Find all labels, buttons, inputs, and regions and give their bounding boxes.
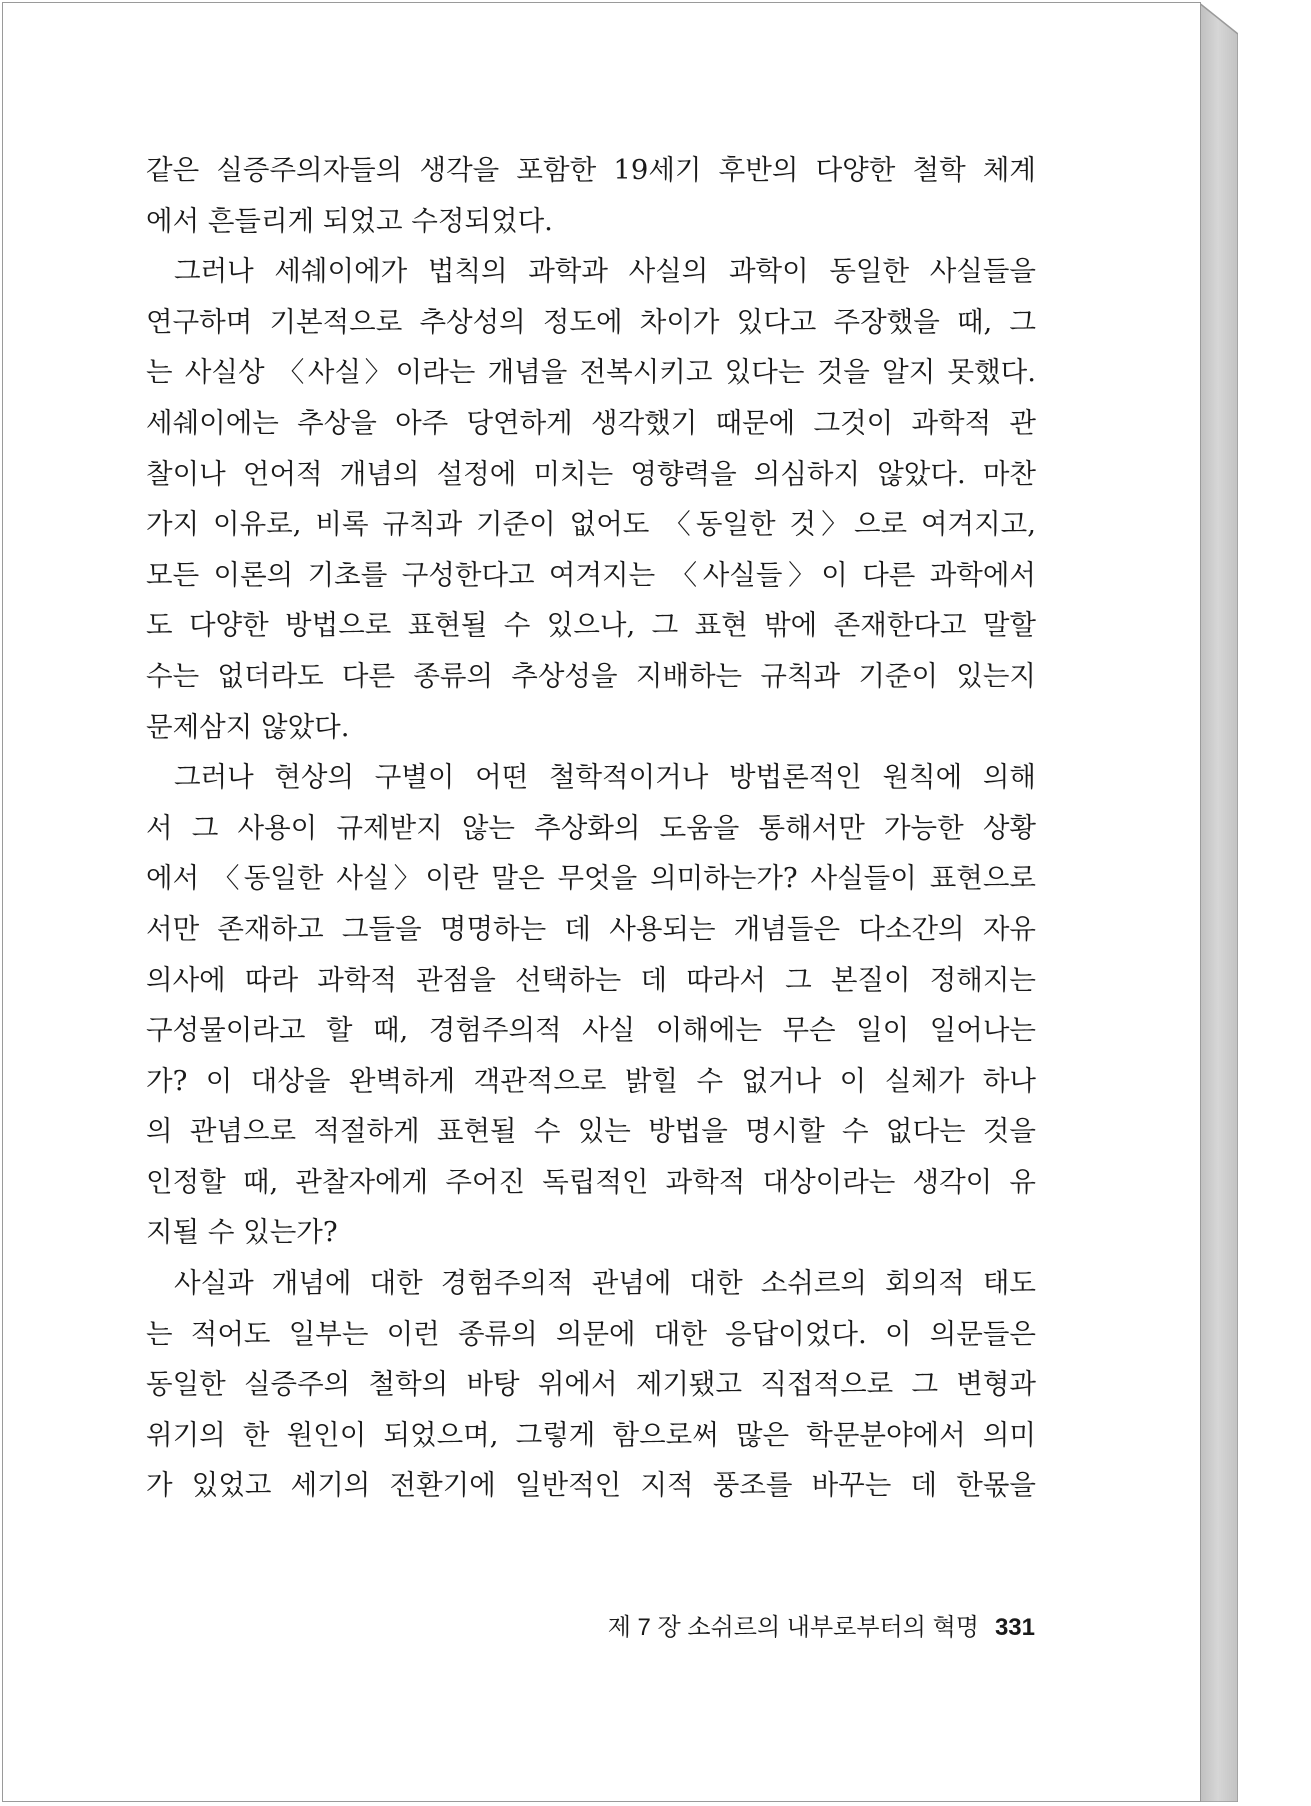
text-line: 에서 흔들리게 되었고 수정되었다. xyxy=(146,204,553,237)
body-text xyxy=(146,145,1036,1511)
text-line: 문제삼지 않았다. xyxy=(146,710,350,743)
text-line: 그러나 세쉐이에가 법칙의 과학과 사실의 과학이 동일한 사실들을 xyxy=(174,255,1036,288)
text-line: 의사에 따라 과학적 관점을 선택하는 데 따라서 그 본질이 정해지는 xyxy=(146,963,1036,996)
text-line: 동일한 실증주의 철학의 바탕 위에서 제기됐고 직접적으로 그 변형과 xyxy=(146,1368,1036,1401)
text-line: 가지 이유로, 비록 규칙과 기준이 없어도 〈동일한 것〉으로 여겨지고, xyxy=(146,508,1036,541)
text-line: 모든 이론의 기초를 구성한다고 여겨지는 〈사실들〉이 다른 과학에서 xyxy=(146,558,1036,591)
text-line: 지될 수 있는가? xyxy=(146,1216,338,1249)
text-line: 찰이나 언어적 개념의 설정에 미치는 영향력을 의심하지 않았다. 마찬 xyxy=(146,457,1036,490)
text-line: 는 적어도 일부는 이런 종류의 의문에 대한 응답이었다. 이 의문들은 xyxy=(146,1317,1036,1350)
text-line: 위기의 한 원인이 되었으며, 그렇게 함으로써 많은 학문분야에서 의미 xyxy=(146,1418,1036,1451)
book-page xyxy=(2,2,1201,1802)
text-line: 수는 없더라도 다른 종류의 추상성을 지배하는 규칙과 기준이 있는지 xyxy=(146,659,1036,692)
paragraph xyxy=(146,246,1036,752)
page-edge-shadow xyxy=(1198,2,1238,1802)
text-line: 사실과 개념에 대한 경험주의적 관념에 대한 소쉬르의 회의적 태도 xyxy=(174,1267,1036,1300)
text-line: 가? 이 대상을 완벽하게 객관적으로 밝힐 수 없거나 이 실체가 하나 xyxy=(146,1064,1036,1097)
text-line: 에서 〈동일한 사실〉이란 말은 무엇을 의미하는가? 사실들이 표현으로 xyxy=(146,862,1036,895)
text-line: 세쉐이에는 추상을 아주 당연하게 생각했기 때문에 그것이 과학적 관 xyxy=(146,406,1036,439)
paragraph xyxy=(146,752,1036,1258)
chapter-title: 제 7 장 소쉬르의 내부로부터의 혁명 xyxy=(607,1614,979,1641)
text-line: 는 사실상 〈사실〉이라는 개념을 전복시키고 있다는 것을 알지 못했다. xyxy=(146,356,1036,389)
text-line: 서 그 사용이 규제받지 않는 추상화의 도움을 통해서만 가능한 상황 xyxy=(146,811,1036,844)
page-number: 331 xyxy=(994,1614,1035,1641)
text-line: 인정할 때, 관찰자에게 주어진 독립적인 과학적 대상이라는 생각이 유 xyxy=(146,1165,1036,1198)
text-line: 도 다양한 방법으로 표현될 수 있으나, 그 표현 밖에 존재한다고 말할 xyxy=(146,609,1036,642)
running-footer xyxy=(603,1607,1035,1642)
paragraph xyxy=(146,145,1036,246)
text-line: 그러나 현상의 구별이 어떤 철학적이거나 방법론적인 원칙에 의해 xyxy=(174,761,1036,794)
text-line: 연구하며 기본적으로 추상성의 정도에 차이가 있다고 주장했을 때, 그 xyxy=(146,305,1036,338)
paragraph xyxy=(146,1258,1036,1511)
text-line: 같은 실증주의자들의 생각을 포함한 19세기 후반의 다양한 철학 체계 xyxy=(146,154,1036,186)
text-line: 서만 존재하고 그들을 명명하는 데 사용되는 개념들은 다소간의 자유 xyxy=(146,912,1036,945)
text-line: 가 있었고 세기의 전환기에 일반적인 지적 풍조를 바꾸는 데 한몫을 xyxy=(146,1469,1036,1502)
text-line: 의 관념으로 적절하게 표현될 수 있는 방법을 명시할 수 없다는 것을 xyxy=(146,1115,1036,1148)
text-line: 구성물이라고 할 때, 경험주의적 사실 이해에는 무슨 일이 일어나는 xyxy=(146,1014,1036,1047)
